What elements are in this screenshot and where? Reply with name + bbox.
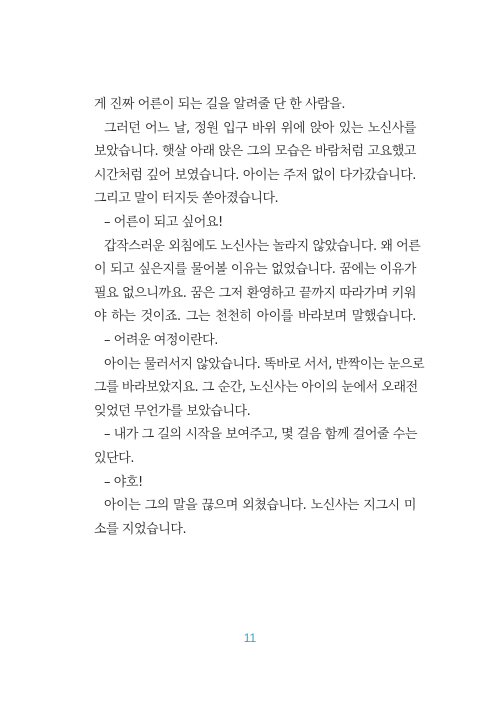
text-line: 야 하는 것이죠. 그는 천천히 아이를 바라보며 말했습니다. [94,309,416,325]
text-line: 보았습니다. 햇살 아래 앉은 그의 모습은 바람처럼 고요했고 [94,144,416,160]
dialogue-line: – 어려운 여정이란다. [104,332,218,348]
text-line: 소를 지었습니다. [94,521,187,537]
text-line: 갑작스러운 외침에도 노신사는 놀라지 않았습니다. 왜 어른 [104,238,421,254]
text-line: 그러던 어느 날, 정원 입구 바위 위에 앉아 있는 노신사를 [104,120,416,136]
text-line: 필요 없으니까요. 꿈은 그저 환영하고 끝까지 따라가며 키워 [94,285,416,301]
text-line: 게 진짜 어른이 되는 길을 알려줄 단 한 사람을. [94,97,346,112]
body-text [94,93,425,541]
text-line: 이 되고 싶은지를 물어볼 이유는 없었습니다. 꿈에는 이유가 [94,262,416,278]
page-number: 11 [243,631,257,645]
text-line: 있단다. [94,450,135,466]
dialogue-line: – 야호! [104,474,143,490]
text-line: 그리고 말이 터지듯 쏟아졌습니다. [94,191,279,207]
text-line: 그를 바라보았지요. 그 순간, 노신사는 아이의 눈에서 오래전 [94,380,418,396]
dialogue-line: – 내가 그 길의 시작을 보여주고, 몇 걸음 함께 걸어줄 수는 [104,427,417,443]
text-line: 잊었던 무언가를 보았습니다. [94,403,251,419]
dialogue-line: – 어른이 되고 싶어요! [104,214,223,230]
text-line: 아이는 그의 말을 끊으며 외쳤습니다. 노신사는 지그시 미 [104,498,416,514]
text-line: 시간처럼 깊어 보였습니다. 아이는 주저 없이 다가갔습니다. [94,167,416,183]
text-line: 아이는 물러서지 않았습니다. 똑바로 서서, 반짝이는 눈으로 [104,356,425,372]
